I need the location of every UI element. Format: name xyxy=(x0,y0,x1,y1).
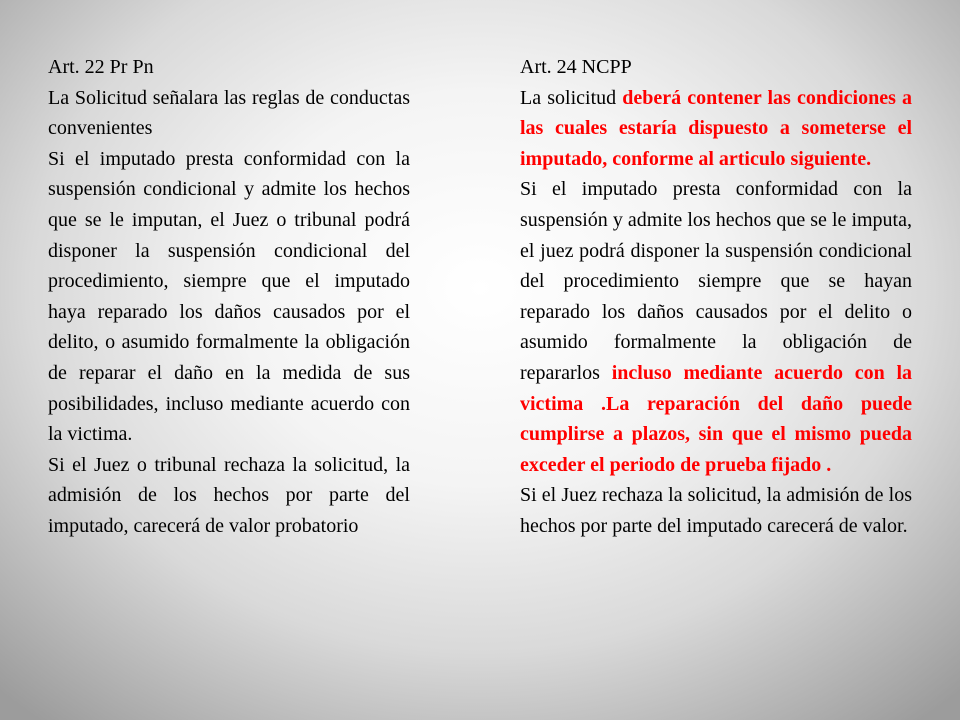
left-paragraph-3: Si el Juez o tribunal rechaza la solicitud, la admisión de los hechos por parte del imputado, carecerá de valor probatorio xyxy=(48,453,410,537)
right-paragraph-1 xyxy=(520,83,912,175)
left-paragraph-1: La Solicitud señalara las reglas de conductas convenientes xyxy=(48,86,410,140)
left-column-art-22 xyxy=(48,52,410,542)
left-paragraph-2: Si el imputado presta conformidad con la suspensión condicional y admite los hechos que se le imputan, el Juez o tribunal podrá disponer la suspensión condicional del procedimiento, siempre que el imputado haya reparado los daños causados por el delito, o asumido formalmente la obligación de reparar el daño en la medida de sus posibilidades, incluso mediante acuerdo con la victima. xyxy=(48,147,410,446)
right-paragraph-2-plain: Si el imputado presta conformidad con la suspensión y admite los hechos que se le imputa, el juez podrá disponer la suspensión condicional del procedimiento siempre que se hayan reparado los daños causados por el delito o asumido formalmente la obligación de repararlos xyxy=(520,178,912,384)
left-heading: Art. 22 Pr Pn xyxy=(48,56,154,78)
right-column-art-24 xyxy=(520,52,912,542)
right-paragraph-3: Si el Juez rechaza la solicitud, la admisión de los hechos por parte del imputado carecerá de valor. xyxy=(520,484,912,537)
right-paragraph-2-emphasis: incluso mediante acuerdo con la victima .La reparación del daño puede cumplirse a plazos, sin que el mismo pueda exceder el periodo de prueba fijado . xyxy=(520,361,912,476)
right-heading: Art. 24 NCPP xyxy=(520,56,632,78)
right-paragraph-1-emphasis: deberá contener las condiciones a las cuales estaría dispuesto a someterse el imputado, conforme al articulo siguiente. xyxy=(520,86,912,170)
right-paragraph-1-plain: La solicitud xyxy=(520,86,623,109)
right-paragraph-2 xyxy=(520,174,912,480)
